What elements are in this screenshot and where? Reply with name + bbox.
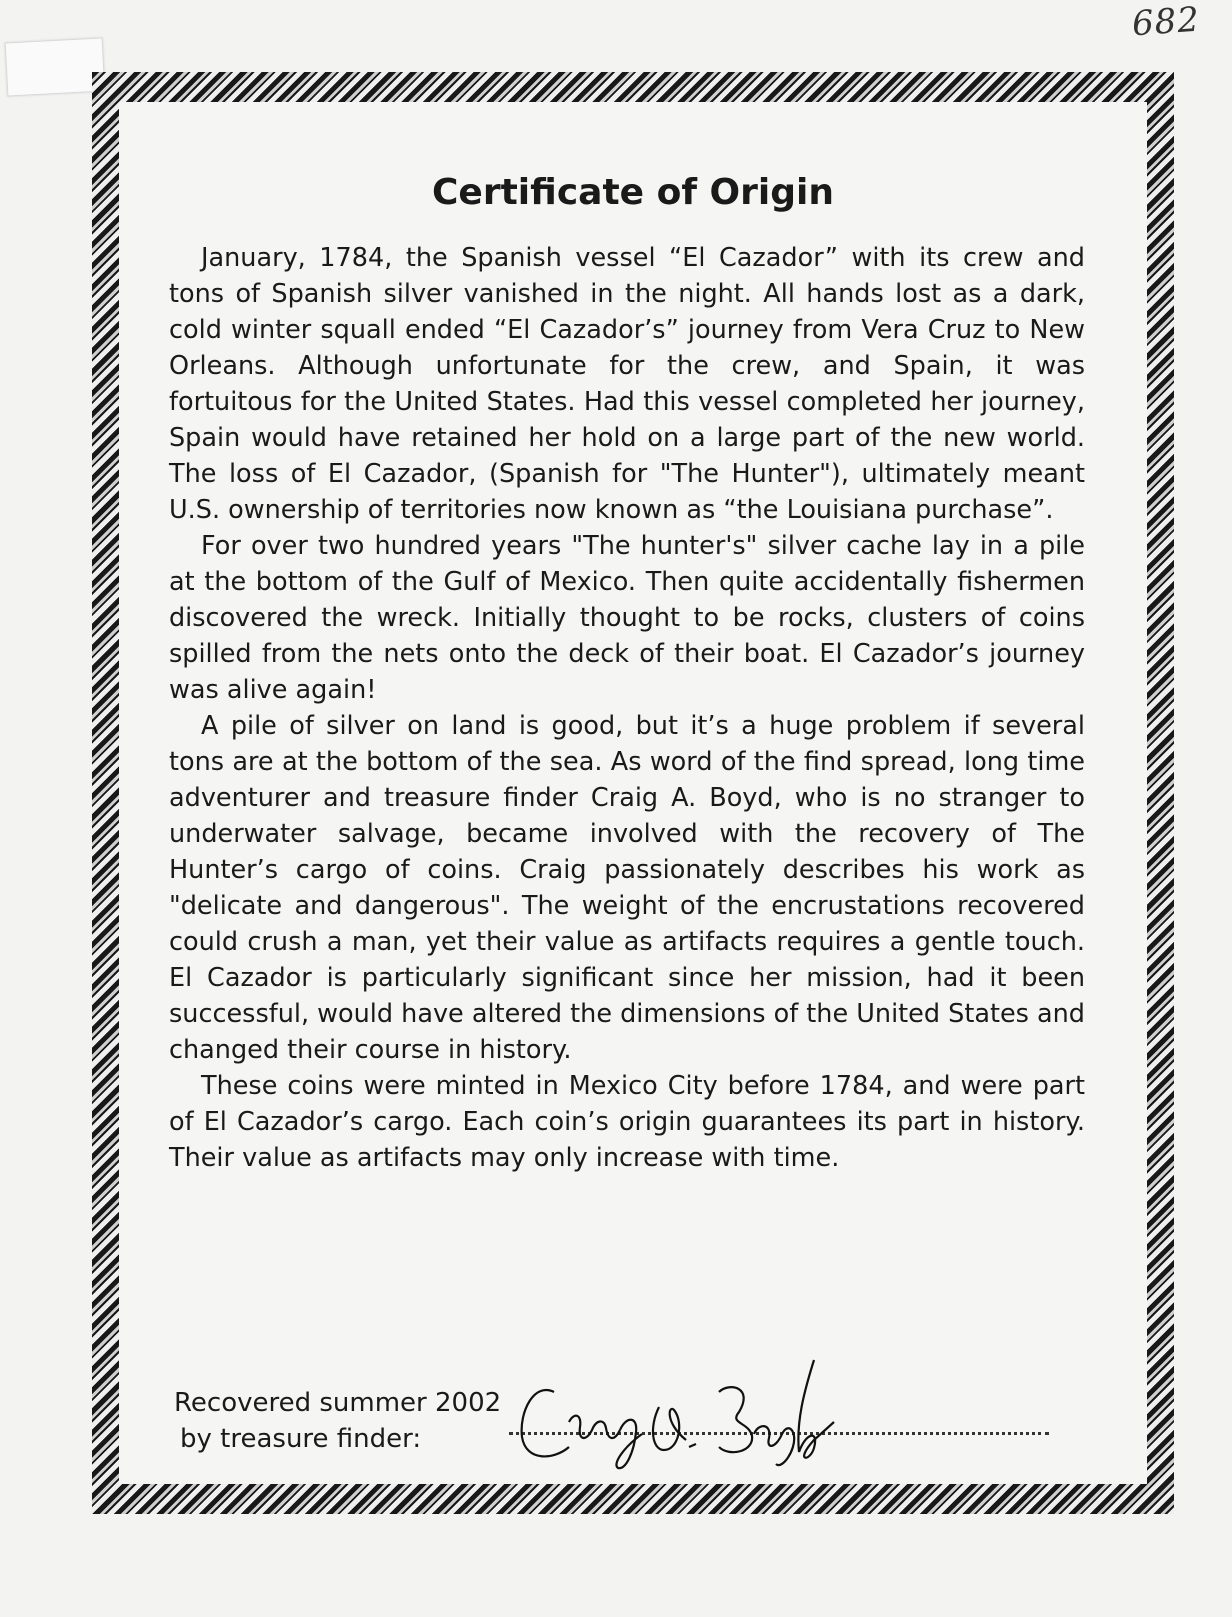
certificate-title: Certificate of Origin [432,172,834,213]
page-number: 682 [1130,0,1202,45]
signature [514,1352,884,1472]
finder-line: by treasure finder: [180,1424,422,1454]
recovered-by [174,1385,501,1457]
paragraph-history: January, 1784, the Spanish vessel “El Cazador” with its crew and tons of Spanish silver vanished in the night. All hands lost as a dark, cold winter squall ended “El Cazador’s” journey from Vera Cruz to New Orleans. Although unfortunate for the crew, and Spain, it was fortuitous for the United States. Had this vessel completed her journey, Spain would have retained her hold on a large part of the new world. The loss of El Cazador, (Spanish for "The Hunter"), ultimately meant U.S. ownership of territories now known as “the Louisiana purchase”. [169,243,1085,525]
certificate-body [119,102,1147,1484]
paragraph-recovery: A pile of silver on land is good, but it’s a huge problem if several tons are at the bottom of the sea. As word of the find spread, long time adventurer and treasure finder Craig A. Boyd, who is no stranger to underwater salvage, became involved with the recovery of The Hunter’s cargo of coins. Craig passionately describes his work as "delicate and dangerous". The weight of the encrustations recovered could crush a man, yet their value as artifacts requires a gentle touch. El Cazador is particularly significant since her mission, had it been successful, would have altered the dimensions of the United States and changed their course in history. [169,711,1085,1065]
recovered-line: Recovered summer 2002 [174,1388,502,1418]
paragraph-coins: These coins were minted in Mexico City before 1784, and were part of El Cazador’s cargo. Each coin’s origin guarantees its part in history. Their value as artifacts may only increase with time. [169,1071,1085,1173]
certificate-text [169,240,1085,1176]
paragraph-discovery: For over two hundred years "The hunter's" silver cache lay in a pile at the bottom of the Gulf of Mexico. Then quite accidentally fishermen discovered the wreck. Initially thought to be rocks, clusters of coins spilled from the nets onto the deck of their boat. El Cazador’s journey was alive again! [169,531,1085,705]
certificate-border [92,72,1174,1514]
tape-strip [5,37,106,96]
